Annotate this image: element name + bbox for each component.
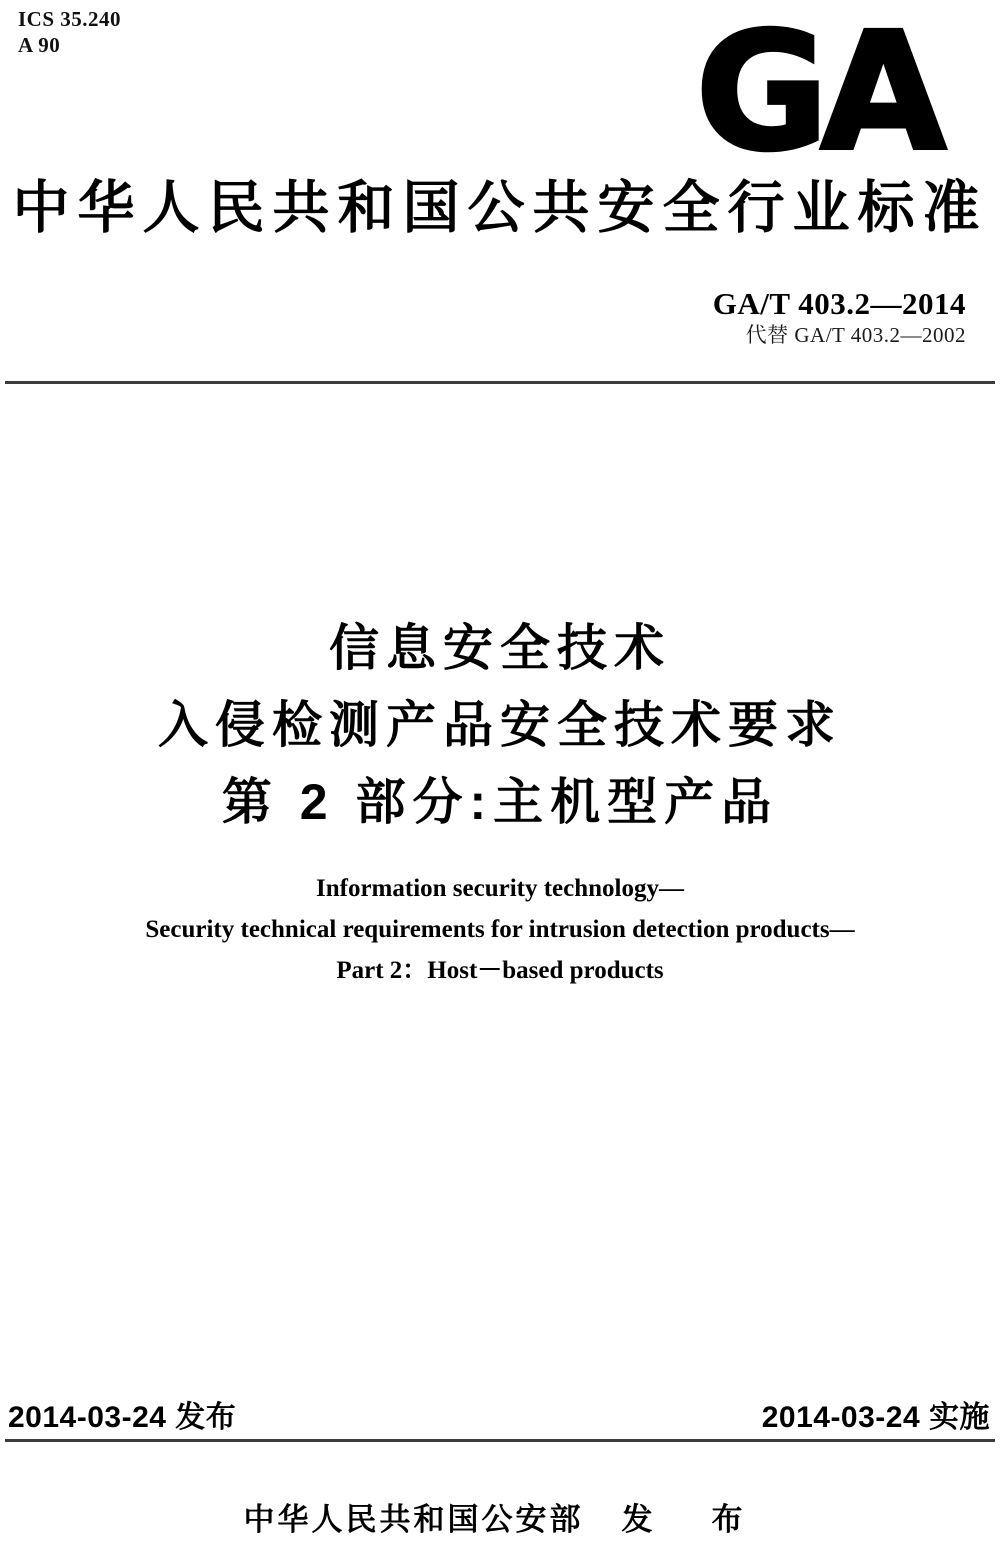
chinese-title-line-1: 信息安全技术: [329, 620, 671, 676]
header-rule: [5, 381, 995, 384]
english-title-line-1: Information security technology—: [315, 875, 685, 902]
implement-date: 2014-03-24 实施: [761, 1401, 990, 1434]
date-row: [8, 1392, 990, 1436]
replaced-standard-note: 代替 GA/T 403.2—2002: [745, 323, 966, 347]
ics-code: ICS 35.240: [18, 7, 122, 31]
footer-rule: [5, 1439, 995, 1442]
issue-date: 2014-03-24 发布: [8, 1401, 237, 1434]
standard-header-title: 中华人民共和国公共安全行业标准: [12, 176, 988, 240]
publish-label: 发 布: [621, 1502, 757, 1537]
english-title: [0, 868, 1000, 991]
ics-classification-block: [18, 6, 121, 58]
issuing-authority: 中华人民共和国公安部: [243, 1502, 584, 1537]
footer-issuer-row: [0, 1494, 1000, 1539]
chinese-title-line-3: 第 2 部分:主机型产品: [221, 774, 779, 830]
ga-logo: GA: [695, 0, 938, 187]
standard-number: GA/T 403.2—2014: [712, 286, 966, 321]
chinese-title-line-2: 入侵检测产品安全技术要求: [158, 697, 842, 753]
standard-number-block: [713, 287, 966, 348]
chinese-title: [0, 610, 1000, 841]
english-title-line-3: Part 2：Host－based products: [336, 957, 664, 984]
english-title-line-2: Security technical requirements for intrusion detection products—: [145, 916, 855, 943]
classification-code: A 90: [18, 33, 61, 57]
